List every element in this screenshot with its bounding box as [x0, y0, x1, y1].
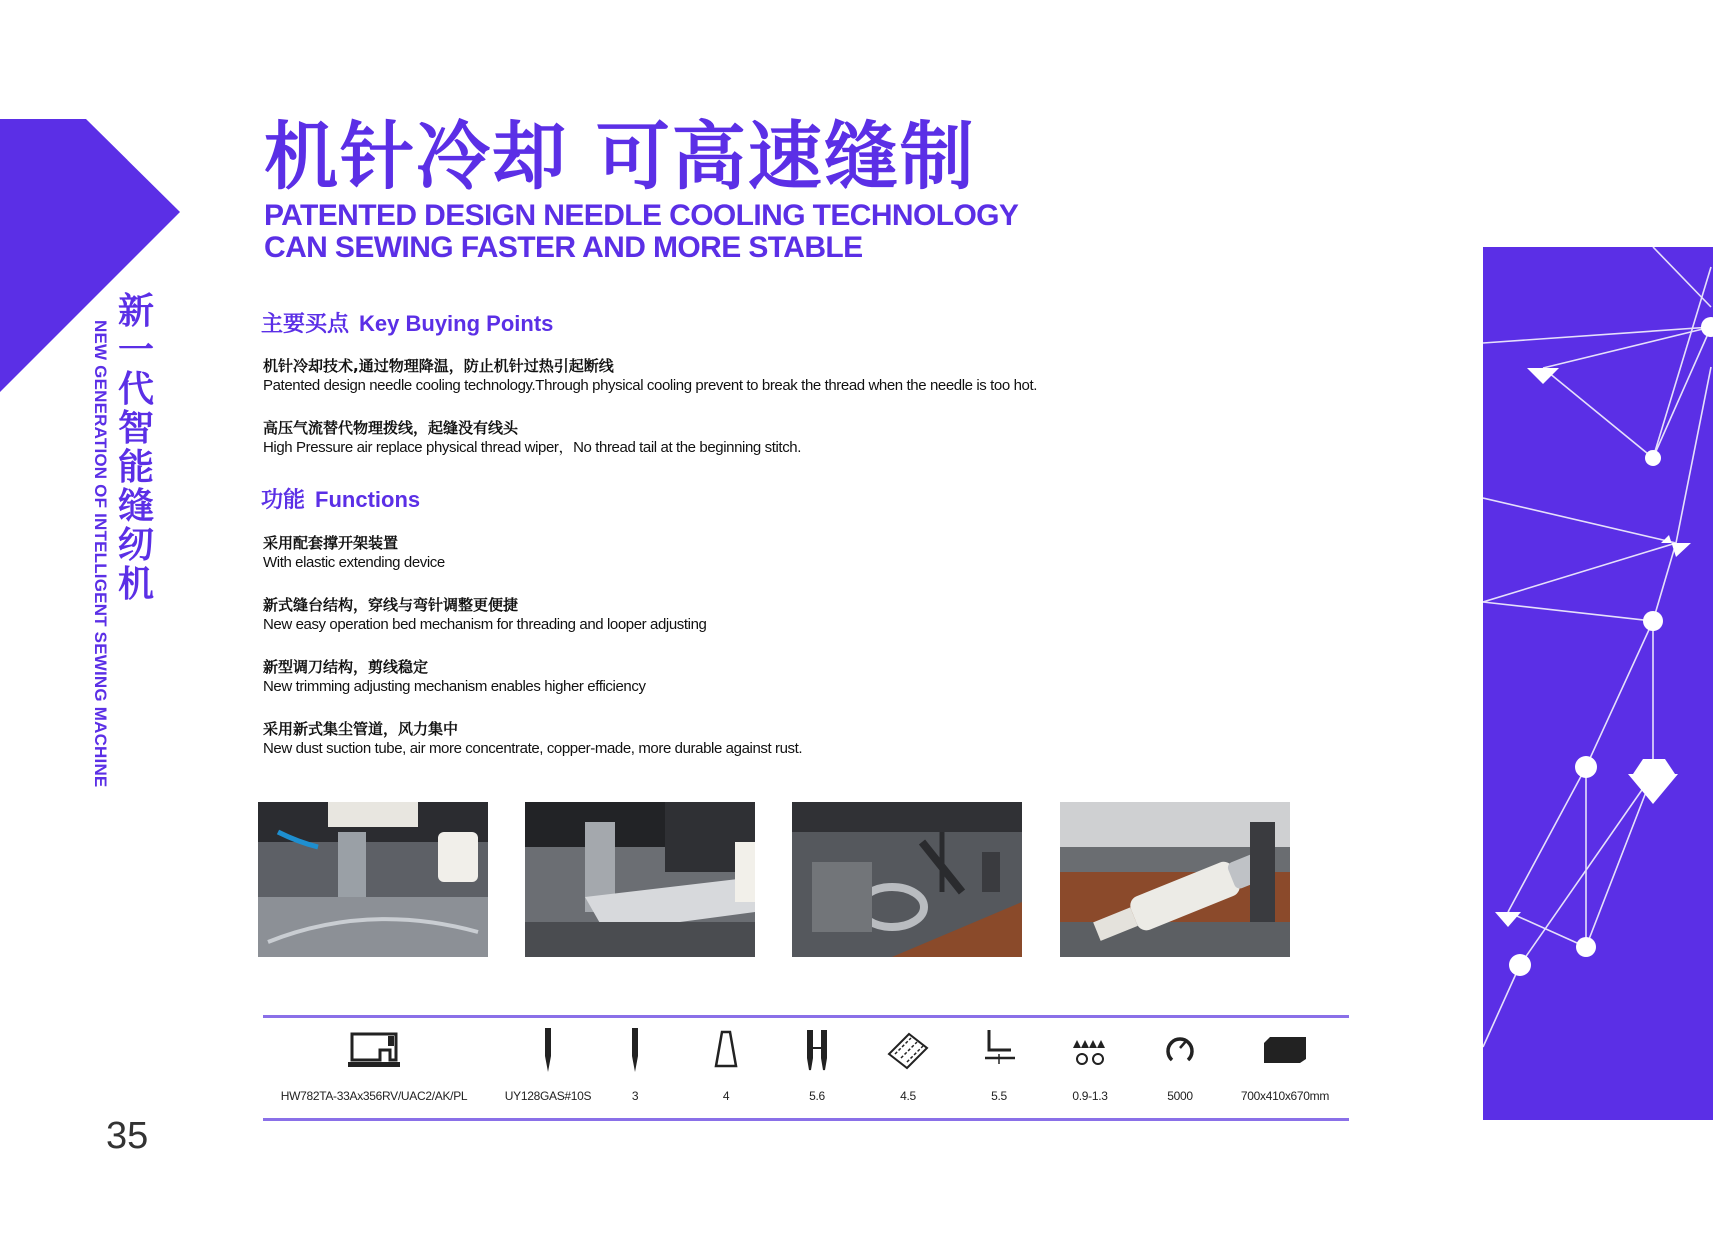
spec-value: 3 — [631, 1089, 639, 1103]
buying-item — [263, 357, 1163, 395]
spec-needle-count — [605, 1020, 665, 1103]
needle-count-icon — [605, 1020, 665, 1080]
spec-value: HW782TA-33Ax356RV/UAC2/AK/PL — [280, 1089, 468, 1103]
buying-item-en: Patented design needle cooling technology.Through physical cooling prevent to break the thread when the needle is too hot. — [263, 377, 1037, 394]
function-item — [263, 720, 1163, 758]
function-item-cn: 新型调刀结构，剪线稳定 — [263, 658, 429, 676]
function-item-en: With elastic extending device — [263, 554, 445, 571]
buying-item-en: High Pressure air replace physical thread wiper，No thread tail at the beginning stitch. — [263, 439, 801, 456]
spec-value: 4 — [722, 1089, 730, 1103]
spec-needle — [497, 1020, 599, 1103]
functions-title-cn: 功能 — [261, 488, 306, 513]
buying-item-cn: 高压气流替代物理拨线，起缝没有线头 — [263, 419, 519, 437]
spec-value: 5000 — [1167, 1089, 1193, 1103]
differential-feed-icon — [1060, 1020, 1120, 1080]
spec-bottom-divider — [263, 1118, 1349, 1121]
stitch-width-icon — [878, 1020, 938, 1080]
needle-gauge-icon — [787, 1020, 847, 1080]
function-item-en: New dust suction tube, air more concentrate, copper-made, more durable against rust. — [263, 740, 803, 757]
page-title-en — [264, 200, 1018, 264]
function-item-en: New easy operation bed mechanism for threading and looper adjusting — [263, 616, 707, 633]
page-title-cn: 机针冷却 可高速缝制 — [264, 114, 976, 200]
buying-title-cn: 主要买点 — [261, 312, 350, 337]
page-title-en-line1: PATENTED DESIGN NEEDLE COOLING TECHNOLOGY — [264, 199, 1019, 232]
function-item — [263, 658, 1163, 696]
function-item-en: New trimming adjusting mechanism enables higher efficiency — [263, 678, 646, 695]
function-item-cn: 新式缝台结构，穿线与弯针调整更便捷 — [263, 596, 519, 614]
buying-item — [263, 419, 1163, 457]
needle-icon — [518, 1020, 578, 1080]
functions-title-en: Functions — [315, 487, 421, 512]
spec-value: UY128GAS#10S — [504, 1089, 592, 1103]
spec-model — [264, 1020, 484, 1103]
speed-icon — [1150, 1020, 1210, 1080]
page-number: 35 — [106, 1115, 149, 1157]
spec-value: 5.6 — [809, 1089, 825, 1103]
presser-foot-lift-icon — [969, 1020, 1029, 1080]
spec-foot-lift — [969, 1020, 1029, 1103]
product-photo-4 — [1060, 802, 1290, 957]
spec-threads — [696, 1020, 756, 1103]
spec-stitch-width — [878, 1020, 938, 1103]
thread-cone-icon — [696, 1020, 756, 1080]
product-photo-2 — [525, 802, 755, 957]
buying-section-title — [261, 307, 553, 338]
right-network-decoration — [1483, 247, 1713, 1120]
spec-value: 0.9-1.3 — [1072, 1089, 1108, 1103]
function-item — [263, 596, 1163, 634]
buying-title-en: Key Buying Points — [359, 311, 554, 336]
function-item-cn: 采用配套撑开架装置 — [263, 534, 399, 552]
buying-item-cn: 机针冷却技术,通过物理降温，防止机针过热引起断线 — [263, 357, 614, 375]
spec-value: 700x410x670mm — [1240, 1089, 1330, 1103]
spec-top-divider — [263, 1015, 1349, 1018]
product-photo-1 — [258, 802, 488, 957]
functions-section-title — [261, 483, 420, 514]
dimension-box-icon — [1255, 1020, 1315, 1080]
sewing-machine-icon — [344, 1020, 404, 1080]
spec-needle-gauge — [787, 1020, 847, 1103]
spec-speed — [1150, 1020, 1210, 1103]
page-title-en-line2: CAN SEWING FASTER AND MORE STABLE — [264, 231, 863, 264]
side-title-en: NEW GENERATION OF INTELLIGENT SEWING MACHINE — [91, 320, 110, 788]
spec-value: 4.5 — [900, 1089, 916, 1103]
spec-value: 5.5 — [991, 1089, 1007, 1103]
side-title-cn: 新一代智能缝纫机 — [118, 291, 155, 605]
function-item-cn: 采用新式集尘管道，风力集中 — [263, 720, 459, 738]
spec-dimensions — [1230, 1020, 1340, 1103]
spec-differential — [1060, 1020, 1120, 1103]
product-photo-3 — [792, 802, 1022, 957]
function-item — [263, 534, 1163, 572]
